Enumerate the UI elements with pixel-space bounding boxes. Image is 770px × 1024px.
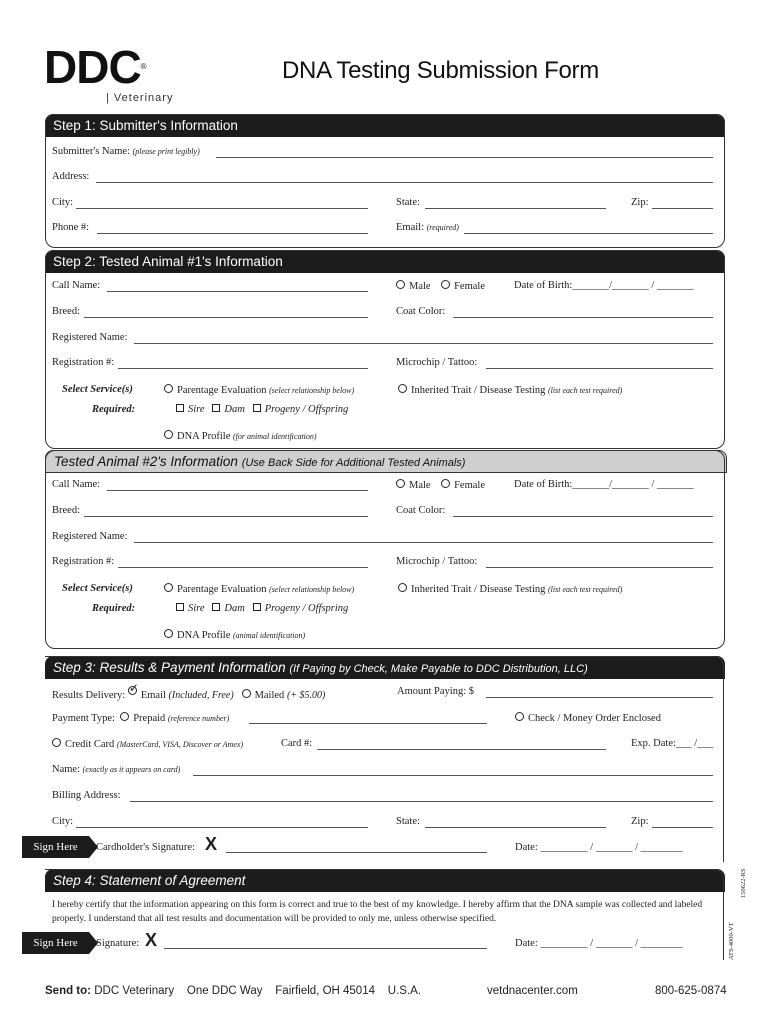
a1-reg-num-field[interactable] [118,368,368,369]
footer-website[interactable]: vetdnacenter.com [487,985,578,997]
a1-breed-field[interactable] [84,317,368,318]
animal2-header: Tested Animal #2's Information (Use Back Side for Additional Tested Animals) [45,450,727,473]
a1-parentage[interactable]: Parentage Evaluation (select relationship below) [164,384,354,396]
form-code-b: 150622-RS [740,868,747,898]
a1-reg-name-field[interactable] [134,343,713,344]
a1-breed-label: Breed: [52,306,80,317]
card-number-field[interactable] [317,749,606,750]
a1-microchip-label: Microchip / Tattoo: [396,357,478,368]
a1-reg-num-label: Registration #: [52,357,115,368]
city-label: City: [52,197,74,208]
a2-sex-options: Male Female [396,479,485,491]
card-number-label: Card #: [281,738,313,749]
a2-dna-profile[interactable]: DNA Profile (animal identification) [164,629,305,641]
a2-reg-name-field[interactable] [134,542,713,543]
a2-relationship-options: Sire Dam Progeny / Offspring [176,603,348,614]
animal1-header: Step 2: Tested Animal #1's Information [45,250,725,273]
billing-state-label: State: [396,816,420,827]
a1-dob[interactable]: Date of Birth:_______/_______ / _______ [514,280,694,291]
payment-type: Payment Type: Prepaid (reference number) [52,713,230,724]
email-delivery-radio[interactable]: ✓ [128,681,139,695]
a1-relationship-options: Sire Dam Progeny / Offspring [176,404,348,415]
logo-subtitle: | Veterinary [106,92,174,104]
a1-reg-name-label: Registered Name: [52,332,128,343]
a2-female-radio[interactable] [441,479,450,488]
a2-reg-num-field[interactable] [118,567,368,568]
phone-label: Phone #: [52,222,90,233]
a2-breed-label: Breed: [52,505,80,516]
cardholder-name-field[interactable] [193,775,713,776]
a1-select-services: Select Service(s) [62,384,133,395]
credit-card-radio[interactable] [52,738,61,747]
a1-inherited[interactable]: Inherited Trait / Disease Testing (list each test required) [398,384,622,396]
a1-male-radio[interactable] [396,280,405,289]
footer-address: Send to: DDC Veterinary One DDC Way Fairfield, OH 45014 U.S.A. [45,985,422,997]
a2-dob[interactable]: Date of Birth:_______/_______ / _______ [514,479,694,490]
email-field[interactable] [464,233,713,234]
a2-select-services: Select Service(s) [62,583,133,594]
signature-label: Signature: [96,938,140,949]
mailed-delivery-radio[interactable] [242,689,251,698]
a2-microchip-label: Microchip / Tattoo: [396,556,478,567]
billing-zip-field[interactable] [652,827,713,828]
a1-inherited-radio[interactable] [398,384,407,393]
submitter-name-field[interactable] [216,157,713,158]
billing-zip-label: Zip: [631,816,649,827]
signature-date[interactable]: Date: _________ / _______ / ________ [515,938,683,949]
a2-reg-num-label: Registration #: [52,556,115,567]
step1-box [45,114,725,248]
page-title: DNA Testing Submission Form [282,57,599,84]
a2-sire-checkbox[interactable] [176,603,184,611]
a2-call-name-field[interactable] [107,490,368,491]
sign-here-tab-1: Sign Here [22,836,89,858]
a1-dna-profile[interactable]: DNA Profile (for animal identification) [164,430,317,442]
a2-male-radio[interactable] [396,479,405,488]
credit-card-option[interactable]: Credit Card (MasterCard, VISA, Discover or Amex) [52,738,243,750]
a1-parentage-radio[interactable] [164,384,173,393]
address-label: Address: [52,171,90,182]
state-field[interactable] [425,208,606,209]
a2-dna-profile-radio[interactable] [164,629,173,638]
prepaid-radio[interactable] [120,712,129,721]
agreement-text: I hereby certify that the information appearing on this form is correct and true to the best of my knowledge. I hereby affirm that the DNA sample was collected and labeled properly. I understand that all test results and documentation will be provided to only me, unless otherwise specified. [52,900,703,924]
a1-sire-checkbox[interactable] [176,404,184,412]
email-label: Email: (required) [396,222,459,233]
amount-field[interactable] [486,697,713,698]
step4-header: Step 4: Statement of Agreement [45,869,725,892]
submitter-name-label: Submitter's Name: (please print legibly) [52,146,200,157]
a2-reg-name-label: Registered Name: [52,531,128,542]
a2-dam-checkbox[interactable] [212,603,220,611]
a2-inherited-radio[interactable] [398,583,407,592]
cardholder-name-label: Name: (exactly as it appears on card) [52,764,181,775]
a2-required: Required: [92,603,136,614]
sign-here-tab-2: Sign Here [22,932,89,954]
a2-parentage[interactable]: Parentage Evaluation (select relationship below) [164,583,354,595]
x-mark-1: X [205,834,218,854]
a2-microchip-field[interactable] [486,567,713,568]
ddc-logo: DDC® [44,41,146,93]
zip-label: Zip: [631,197,649,208]
a2-coat-field[interactable] [453,516,713,517]
billing-address-label: Billing Address: [52,790,121,801]
a2-parentage-radio[interactable] [164,583,173,592]
billing-state-field[interactable] [425,827,606,828]
exp-date[interactable]: Exp. Date:___ /___ [631,738,713,749]
a2-inherited[interactable]: Inherited Trait / Disease Testing (list each test required) [398,583,622,595]
address-field[interactable] [96,182,713,183]
city-field[interactable] [76,208,368,209]
billing-city-label: City: [52,816,74,827]
prepaid-ref-field[interactable] [249,723,487,724]
form-codes [728,860,748,960]
check-option[interactable]: Check / Money Order Enclosed [515,712,661,724]
step3-header: Step 3: Results & Payment Information (If Paying by Check, Make Payable to DDC Distribution, LLC) [45,656,725,679]
state-label: State: [396,197,420,208]
results-delivery: Results Delivery: ✓Email (Included, Free) Mailed (+ $5.00) [52,681,326,701]
a1-coat-field[interactable] [453,317,713,318]
footer-phone: 800-625-0874 [655,985,727,997]
a1-progeny-checkbox[interactable] [253,404,261,412]
phone-field[interactable] [97,233,368,234]
step1-header: Step 1: Submitter's Information [45,114,725,137]
a1-sex-options: Male Female [396,280,485,292]
a2-progeny-checkbox[interactable] [253,603,261,611]
a1-female-radio[interactable] [441,280,450,289]
form-code-a: ATS-4000-VT [728,922,735,960]
cardholder-date[interactable]: Date: _________ / _______ / ________ [515,842,683,853]
signature-field[interactable] [164,948,487,949]
a1-call-name-field[interactable] [107,291,368,292]
a2-breed-field[interactable] [84,516,368,517]
amount-label: Amount Paying: $ [397,686,475,697]
a1-required: Required: [92,404,136,415]
a2-call-name-label: Call Name: [52,479,101,490]
zip-field[interactable] [652,208,713,209]
cardholder-signature-label: Cardholder's Signature: [96,842,195,853]
a1-dam-checkbox[interactable] [212,404,220,412]
a1-dna-profile-radio[interactable] [164,430,173,439]
a1-coat-label: Coat Color: [396,306,446,317]
a1-microchip-field[interactable] [486,368,713,369]
billing-address-field[interactable] [130,801,713,802]
billing-city-field[interactable] [76,827,368,828]
x-mark-2: X [145,930,158,950]
a2-coat-label: Coat Color: [396,505,446,516]
cardholder-signature-field[interactable] [226,852,487,853]
check-radio[interactable] [515,712,524,721]
a1-call-name-label: Call Name: [52,280,101,291]
